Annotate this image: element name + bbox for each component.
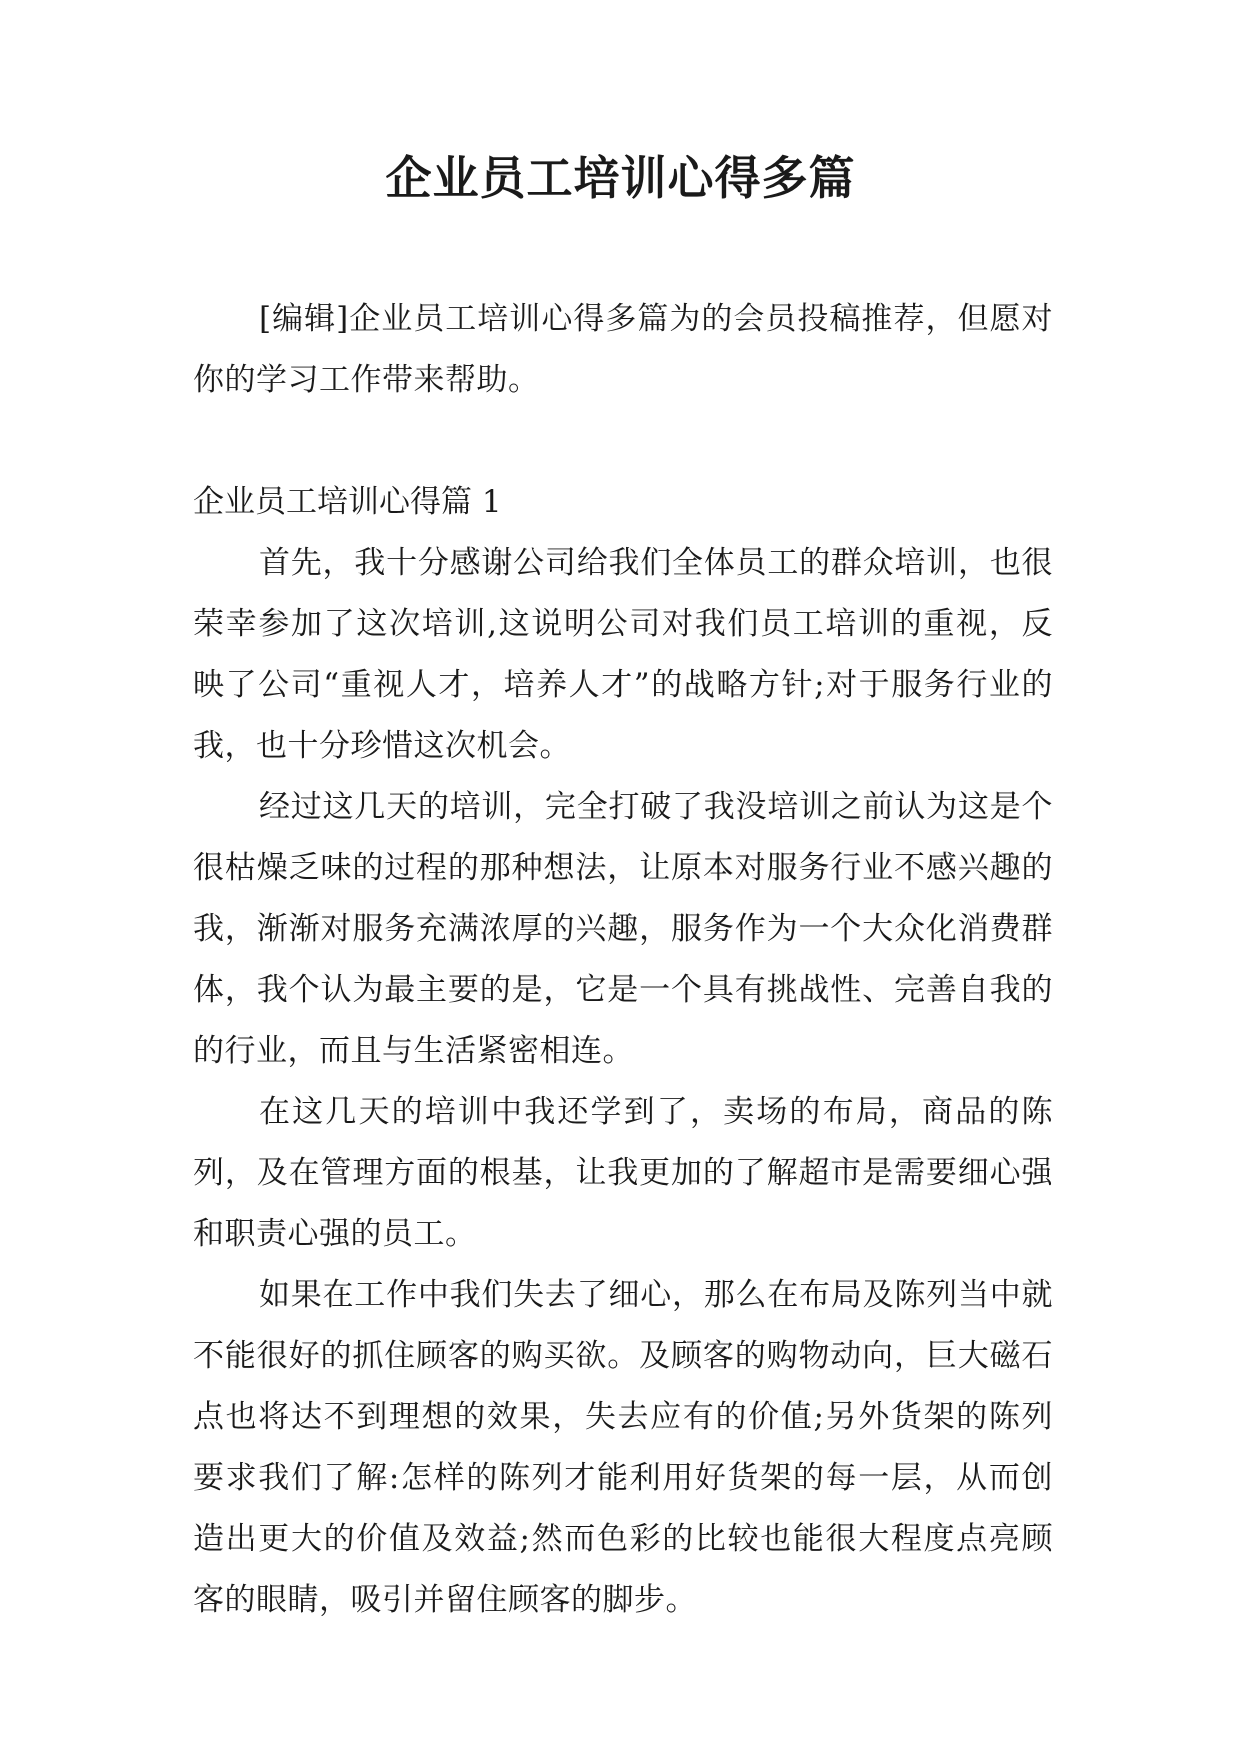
document-body <box>193 289 1053 1631</box>
intro-paragraph: [编辑]企业员工培训心得多篇为的会员投稿推荐，但愿对你的学习工作带来帮助。 <box>193 301 1053 398</box>
document-title: 企业员工培训心得多篇 <box>385 151 856 205</box>
body-paragraph: 如果在工作中我们失去了细心，那么在布局及陈列当中就不能很好的抓住顾客的购买欲。及顾客的购物动向，巨大磁石点也将达不到理想的效果，失去应有的价值;另外货架的陈列要求我们了解:怎样的陈列才能利用好货架的每一层，从而创造出更大的价值及效益;然而色彩的比较也能很大程度点亮顾客的眼睛，吸引并留住顾客的脚步。 <box>193 1277 1053 1618</box>
section-heading: 企业员工培训心得篇 1 <box>193 484 502 520</box>
body-paragraph: 首先，我十分感谢公司给我们全体员工的群众培训，也很荣幸参加了这次培训,这说明公司对我们员工培训的重视，反映了公司“重视人才，培养人才”的战略方针;对于服务行业的我，也十分珍惜这次机会。 <box>193 545 1053 764</box>
body-paragraph: 在这几天的培训中我还学到了，卖场的布局，商品的陈列，及在管理方面的根基，让我更加的了解超市是需要细心强和职责心强的员工。 <box>193 1094 1053 1252</box>
body-paragraph: 经过这几天的培训，完全打破了我没培训之前认为这是个很枯燥乏味的过程的那种想法，让原本对服务行业不感兴趣的我，渐渐对服务充满浓厚的兴趣，服务作为一个大众化消费群体，我个认为最主要的是，它是一个具有挑战性、完善自我的的行业，而且与生活紧密相连。 <box>193 789 1053 1069</box>
